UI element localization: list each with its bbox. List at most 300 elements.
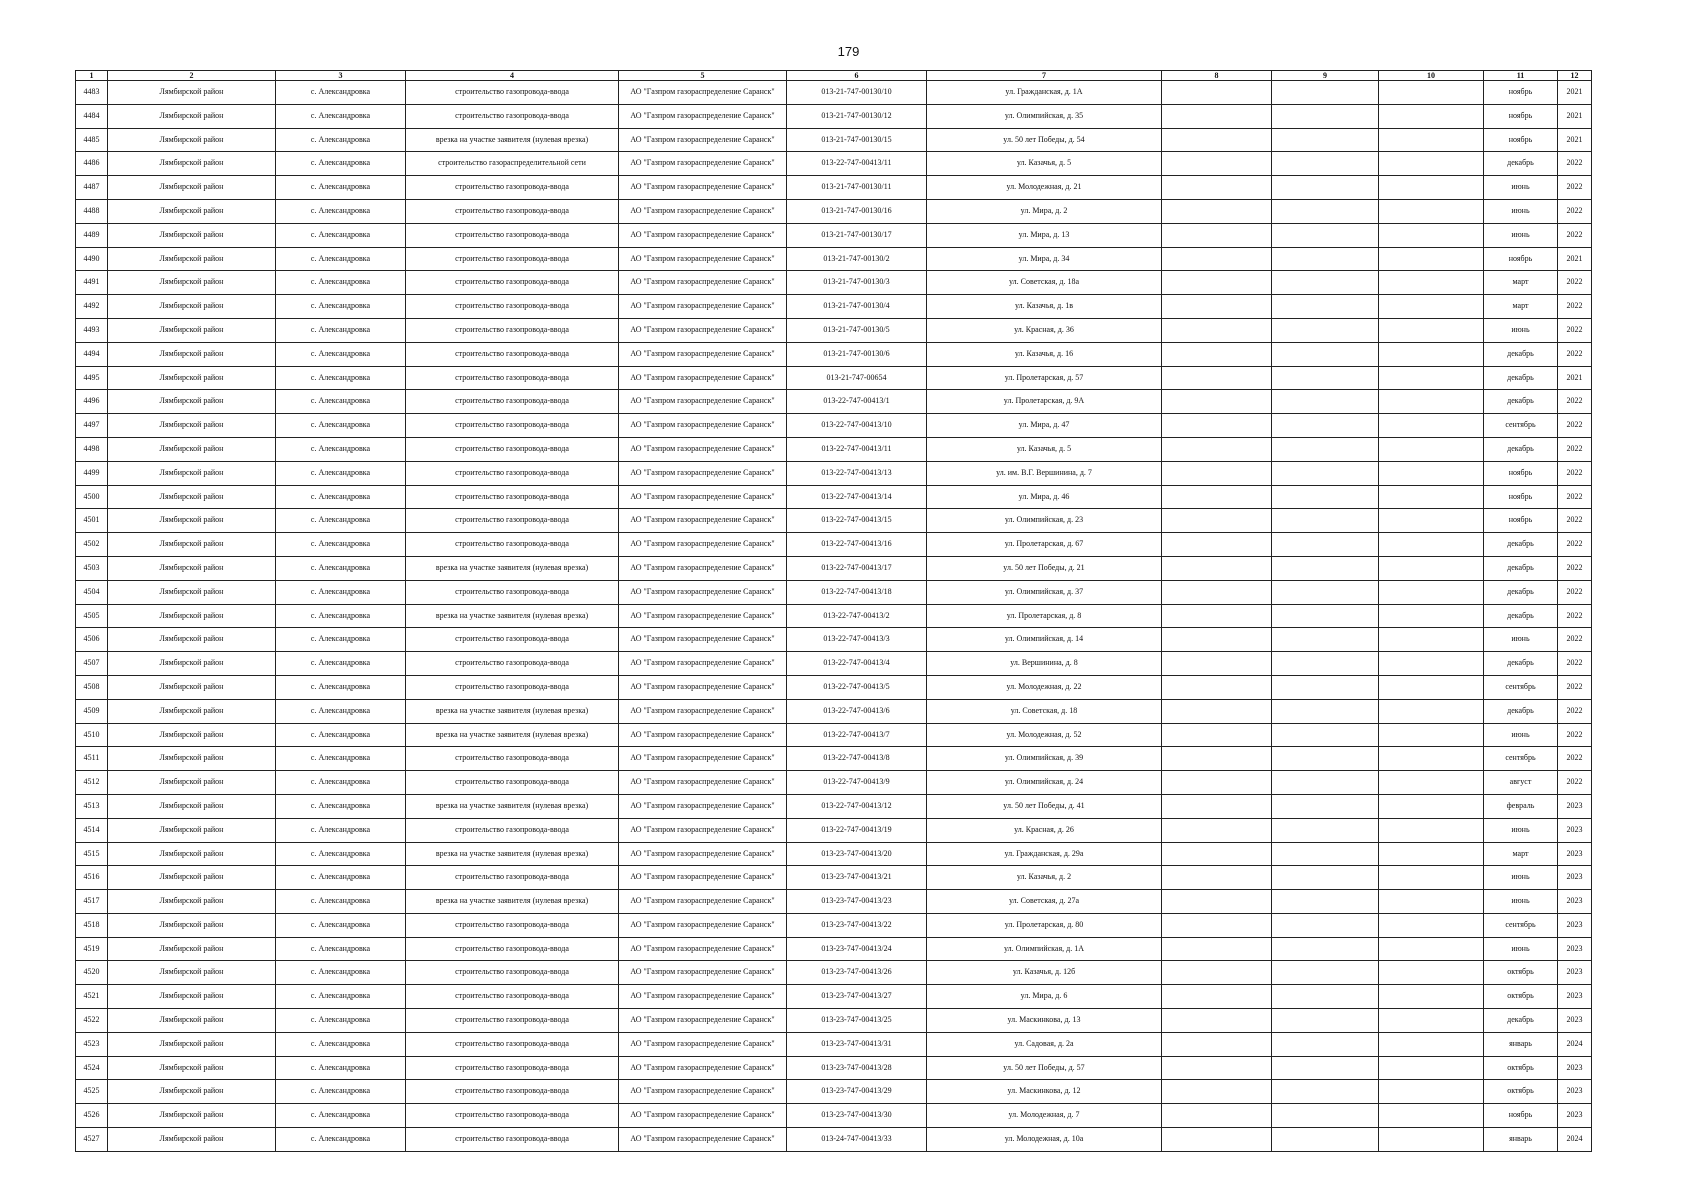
row-number-cell: 4512 — [76, 771, 108, 795]
table-row — [76, 652, 1592, 676]
col8-cell — [1162, 937, 1272, 961]
column-header: 4 — [406, 71, 619, 81]
col10-cell — [1379, 199, 1484, 223]
month-cell: декабрь — [1484, 152, 1558, 176]
year-cell: 2022 — [1558, 723, 1592, 747]
month-cell: декабрь — [1484, 437, 1558, 461]
month-cell: ноябрь — [1484, 461, 1558, 485]
district-cell: Лямбирской район — [108, 961, 276, 985]
month-cell: декабрь — [1484, 533, 1558, 557]
year-cell: 2022 — [1558, 318, 1592, 342]
settlement-cell: с. Александровка — [276, 675, 406, 699]
contract-number-cell: 013-21-747-00130/10 — [787, 81, 927, 105]
col10-cell — [1379, 414, 1484, 438]
year-cell: 2022 — [1558, 699, 1592, 723]
year-cell: 2022 — [1558, 628, 1592, 652]
table-row — [76, 747, 1592, 771]
organization-cell: АО "Газпром газораспределение Саранск" — [619, 1104, 787, 1128]
row-number-cell: 4497 — [76, 414, 108, 438]
contract-number-cell: 013-23-747-00413/30 — [787, 1104, 927, 1128]
column-header: 12 — [1558, 71, 1592, 81]
district-cell: Лямбирской район — [108, 604, 276, 628]
contract-number-cell: 013-22-747-00413/12 — [787, 794, 927, 818]
col9-cell — [1272, 104, 1379, 128]
col10-cell — [1379, 271, 1484, 295]
month-cell: декабрь — [1484, 699, 1558, 723]
row-number-cell: 4486 — [76, 152, 108, 176]
organization-cell: АО "Газпром газораспределение Саранск" — [619, 128, 787, 152]
organization-cell: АО "Газпром газораспределение Саранск" — [619, 485, 787, 509]
settlement-cell: с. Александровка — [276, 723, 406, 747]
column-header: 9 — [1272, 71, 1379, 81]
row-number-cell: 4483 — [76, 81, 108, 105]
district-cell: Лямбирской район — [108, 1080, 276, 1104]
row-number-cell: 4504 — [76, 580, 108, 604]
row-number-cell: 4484 — [76, 104, 108, 128]
contract-number-cell: 013-21-747-00130/12 — [787, 104, 927, 128]
table-row — [76, 104, 1592, 128]
year-cell: 2024 — [1558, 1128, 1592, 1152]
district-cell: Лямбирской район — [108, 771, 276, 795]
row-number-cell: 4519 — [76, 937, 108, 961]
table-row — [76, 366, 1592, 390]
settlement-cell: с. Александровка — [276, 414, 406, 438]
district-cell: Лямбирской район — [108, 509, 276, 533]
column-header: 7 — [927, 71, 1162, 81]
contract-number-cell: 013-22-747-00413/11 — [787, 152, 927, 176]
col9-cell — [1272, 485, 1379, 509]
month-cell: сентябрь — [1484, 675, 1558, 699]
organization-cell: АО "Газпром газораспределение Саранск" — [619, 628, 787, 652]
col10-cell — [1379, 1128, 1484, 1152]
district-cell: Лямбирской район — [108, 628, 276, 652]
row-number-cell: 4517 — [76, 890, 108, 914]
contract-number-cell: 013-22-747-00413/16 — [787, 533, 927, 557]
contract-number-cell: 013-22-747-00413/15 — [787, 509, 927, 533]
row-number-cell: 4518 — [76, 913, 108, 937]
organization-cell: АО "Газпром газораспределение Саранск" — [619, 1080, 787, 1104]
address-cell: ул. Молодежная, д. 7 — [927, 1104, 1162, 1128]
col8-cell — [1162, 1080, 1272, 1104]
table-row — [76, 913, 1592, 937]
year-cell: 2023 — [1558, 937, 1592, 961]
work-type-cell: врезка на участке заявителя (нулевая врезка) — [406, 699, 619, 723]
month-cell: декабрь — [1484, 342, 1558, 366]
table-row — [76, 985, 1592, 1009]
col8-cell — [1162, 1056, 1272, 1080]
organization-cell: АО "Газпром газораспределение Саранск" — [619, 818, 787, 842]
year-cell: 2021 — [1558, 81, 1592, 105]
col8-cell — [1162, 723, 1272, 747]
contract-number-cell: 013-23-747-00413/23 — [787, 890, 927, 914]
contract-number-cell: 013-22-747-00413/11 — [787, 437, 927, 461]
contract-number-cell: 013-23-747-00413/20 — [787, 842, 927, 866]
col9-cell — [1272, 675, 1379, 699]
contract-number-cell: 013-22-747-00413/3 — [787, 628, 927, 652]
work-type-cell: строительство газопровода-ввода — [406, 913, 619, 937]
contract-number-cell: 013-23-747-00413/29 — [787, 1080, 927, 1104]
settlement-cell: с. Александровка — [276, 842, 406, 866]
organization-cell: АО "Газпром газораспределение Саранск" — [619, 247, 787, 271]
month-cell: март — [1484, 842, 1558, 866]
row-number-cell: 4505 — [76, 604, 108, 628]
settlement-cell: с. Александровка — [276, 1056, 406, 1080]
col8-cell — [1162, 128, 1272, 152]
col8-cell — [1162, 247, 1272, 271]
table-row — [76, 509, 1592, 533]
work-type-cell: врезка на участке заявителя (нулевая врезка) — [406, 723, 619, 747]
year-cell: 2023 — [1558, 1080, 1592, 1104]
address-cell: ул. Молодежная, д. 21 — [927, 176, 1162, 200]
col8-cell — [1162, 771, 1272, 795]
district-cell: Лямбирской район — [108, 818, 276, 842]
address-cell: ул. Мира, д. 47 — [927, 414, 1162, 438]
row-number-cell: 4527 — [76, 1128, 108, 1152]
work-type-cell: строительство газопровода-ввода — [406, 1080, 619, 1104]
row-number-cell: 4490 — [76, 247, 108, 271]
table-row — [76, 1032, 1592, 1056]
table-row — [76, 723, 1592, 747]
address-cell: ул. Советская, д. 27а — [927, 890, 1162, 914]
contract-number-cell: 013-22-747-00413/13 — [787, 461, 927, 485]
col9-cell — [1272, 318, 1379, 342]
table-row — [76, 866, 1592, 890]
month-cell: июнь — [1484, 628, 1558, 652]
contract-number-cell: 013-22-747-00413/1 — [787, 390, 927, 414]
row-number-cell: 4513 — [76, 794, 108, 818]
year-cell: 2023 — [1558, 818, 1592, 842]
table-row — [76, 1080, 1592, 1104]
address-cell: ул. Казачья, д. 2 — [927, 866, 1162, 890]
row-number-cell: 4520 — [76, 961, 108, 985]
address-cell: ул. Красная, д. 36 — [927, 318, 1162, 342]
table-row — [76, 271, 1592, 295]
year-cell: 2022 — [1558, 461, 1592, 485]
month-cell: июнь — [1484, 937, 1558, 961]
table-row — [76, 1009, 1592, 1033]
row-number-cell: 4523 — [76, 1032, 108, 1056]
col10-cell — [1379, 1104, 1484, 1128]
work-type-cell: врезка на участке заявителя (нулевая врезка) — [406, 556, 619, 580]
contract-number-cell: 013-23-747-00413/28 — [787, 1056, 927, 1080]
col9-cell — [1272, 1128, 1379, 1152]
work-type-cell: строительство газопровода-ввода — [406, 247, 619, 271]
table-row — [76, 1104, 1592, 1128]
col9-cell — [1272, 699, 1379, 723]
month-cell: январь — [1484, 1128, 1558, 1152]
col10-cell — [1379, 437, 1484, 461]
settlement-cell: с. Александровка — [276, 1009, 406, 1033]
col9-cell — [1272, 723, 1379, 747]
year-cell: 2022 — [1558, 152, 1592, 176]
row-number-cell: 4493 — [76, 318, 108, 342]
work-type-cell: строительство газопровода-ввода — [406, 1032, 619, 1056]
row-number-cell: 4524 — [76, 1056, 108, 1080]
col9-cell — [1272, 866, 1379, 890]
col10-cell — [1379, 1080, 1484, 1104]
col9-cell — [1272, 176, 1379, 200]
organization-cell: АО "Газпром газораспределение Саранск" — [619, 152, 787, 176]
col8-cell — [1162, 985, 1272, 1009]
table-row — [76, 318, 1592, 342]
col8-cell — [1162, 675, 1272, 699]
col9-cell — [1272, 533, 1379, 557]
district-cell: Лямбирской район — [108, 390, 276, 414]
address-cell: ул. Садовая, д. 2а — [927, 1032, 1162, 1056]
district-cell: Лямбирской район — [108, 1009, 276, 1033]
settlement-cell: с. Александровка — [276, 176, 406, 200]
col9-cell — [1272, 342, 1379, 366]
settlement-cell: с. Александровка — [276, 437, 406, 461]
table-row — [76, 937, 1592, 961]
organization-cell: АО "Газпром газораспределение Саранск" — [619, 937, 787, 961]
organization-cell: АО "Газпром газораспределение Саранск" — [619, 271, 787, 295]
col9-cell — [1272, 223, 1379, 247]
organization-cell: АО "Газпром газораспределение Саранск" — [619, 176, 787, 200]
address-cell: ул. Мира, д. 6 — [927, 985, 1162, 1009]
contract-number-cell: 013-22-747-00413/19 — [787, 818, 927, 842]
col8-cell — [1162, 1009, 1272, 1033]
contract-number-cell: 013-23-747-00413/27 — [787, 985, 927, 1009]
table-row — [76, 771, 1592, 795]
settlement-cell: с. Александровка — [276, 223, 406, 247]
contract-number-cell: 013-21-747-00130/4 — [787, 295, 927, 319]
col8-cell — [1162, 699, 1272, 723]
district-cell: Лямбирской район — [108, 437, 276, 461]
organization-cell: АО "Газпром газораспределение Саранск" — [619, 652, 787, 676]
work-type-cell: строительство газопровода-ввода — [406, 509, 619, 533]
month-cell: декабрь — [1484, 390, 1558, 414]
row-number-cell: 4491 — [76, 271, 108, 295]
settlement-cell: с. Александровка — [276, 81, 406, 105]
col10-cell — [1379, 1009, 1484, 1033]
month-cell: октябрь — [1484, 1056, 1558, 1080]
work-type-cell: строительство газопровода-ввода — [406, 81, 619, 105]
contract-number-cell: 013-23-747-00413/22 — [787, 913, 927, 937]
col9-cell — [1272, 818, 1379, 842]
col9-cell — [1272, 628, 1379, 652]
col8-cell — [1162, 747, 1272, 771]
row-number-cell: 4521 — [76, 985, 108, 1009]
row-number-cell: 4501 — [76, 509, 108, 533]
contract-number-cell: 013-21-747-00130/11 — [787, 176, 927, 200]
year-cell: 2022 — [1558, 295, 1592, 319]
col8-cell — [1162, 176, 1272, 200]
district-cell: Лямбирской район — [108, 842, 276, 866]
col10-cell — [1379, 390, 1484, 414]
month-cell: сентябрь — [1484, 913, 1558, 937]
month-cell: июнь — [1484, 866, 1558, 890]
contract-number-cell: 013-22-747-00413/10 — [787, 414, 927, 438]
work-type-cell: строительство газопровода-ввода — [406, 223, 619, 247]
work-type-cell: строительство газопровода-ввода — [406, 937, 619, 961]
contract-number-cell: 013-22-747-00413/14 — [787, 485, 927, 509]
district-cell: Лямбирской район — [108, 152, 276, 176]
organization-cell: АО "Газпром газораспределение Саранск" — [619, 414, 787, 438]
settlement-cell: с. Александровка — [276, 199, 406, 223]
year-cell: 2023 — [1558, 985, 1592, 1009]
row-number-cell: 4508 — [76, 675, 108, 699]
col9-cell — [1272, 794, 1379, 818]
col8-cell — [1162, 318, 1272, 342]
work-type-cell: строительство газопровода-ввода — [406, 961, 619, 985]
address-cell: ул. Казачья, д. 16 — [927, 342, 1162, 366]
year-cell: 2023 — [1558, 961, 1592, 985]
address-cell: ул. Олимпийская, д. 24 — [927, 771, 1162, 795]
work-type-cell: строительство газопровода-ввода — [406, 580, 619, 604]
row-number-cell: 4485 — [76, 128, 108, 152]
work-type-cell: врезка на участке заявителя (нулевая врезка) — [406, 890, 619, 914]
contract-number-cell: 013-23-747-00413/21 — [787, 866, 927, 890]
column-header: 8 — [1162, 71, 1272, 81]
col8-cell — [1162, 913, 1272, 937]
district-cell: Лямбирской район — [108, 1056, 276, 1080]
work-type-cell: строительство газопровода-ввода — [406, 176, 619, 200]
year-cell: 2022 — [1558, 771, 1592, 795]
address-cell: ул. Молодежная, д. 10а — [927, 1128, 1162, 1152]
col9-cell — [1272, 271, 1379, 295]
table-row — [76, 199, 1592, 223]
col8-cell — [1162, 818, 1272, 842]
work-type-cell: строительство газопровода-ввода — [406, 1009, 619, 1033]
page-number: 179 — [837, 44, 860, 59]
col8-cell — [1162, 961, 1272, 985]
col9-cell — [1272, 771, 1379, 795]
table-row — [76, 1056, 1592, 1080]
col9-cell — [1272, 247, 1379, 271]
col8-cell — [1162, 794, 1272, 818]
col10-cell — [1379, 866, 1484, 890]
col10-cell — [1379, 461, 1484, 485]
contract-number-cell: 013-22-747-00413/2 — [787, 604, 927, 628]
settlement-cell: с. Александровка — [276, 1080, 406, 1104]
settlement-cell: с. Александровка — [276, 104, 406, 128]
work-type-cell: врезка на участке заявителя (нулевая врезка) — [406, 794, 619, 818]
col9-cell — [1272, 1056, 1379, 1080]
table-row — [76, 628, 1592, 652]
year-cell: 2021 — [1558, 247, 1592, 271]
month-cell: декабрь — [1484, 366, 1558, 390]
contract-number-cell: 013-21-747-00130/3 — [787, 271, 927, 295]
header-row — [76, 71, 1592, 81]
year-cell: 2022 — [1558, 176, 1592, 200]
year-cell: 2022 — [1558, 437, 1592, 461]
year-cell: 2022 — [1558, 414, 1592, 438]
col10-cell — [1379, 223, 1484, 247]
col9-cell — [1272, 747, 1379, 771]
col9-cell — [1272, 890, 1379, 914]
col9-cell — [1272, 604, 1379, 628]
column-header: 11 — [1484, 71, 1558, 81]
address-cell: ул. Олимпийская, д. 14 — [927, 628, 1162, 652]
district-cell: Лямбирской район — [108, 723, 276, 747]
organization-cell: АО "Газпром газораспределение Саранск" — [619, 771, 787, 795]
work-type-cell: строительство газопровода-ввода — [406, 104, 619, 128]
year-cell: 2022 — [1558, 675, 1592, 699]
col8-cell — [1162, 152, 1272, 176]
work-type-cell: строительство газопровода-ввода — [406, 652, 619, 676]
settlement-cell: с. Александровка — [276, 509, 406, 533]
table-row — [76, 961, 1592, 985]
row-number-cell: 4499 — [76, 461, 108, 485]
district-cell: Лямбирской район — [108, 295, 276, 319]
settlement-cell: с. Александровка — [276, 533, 406, 557]
contract-number-cell: 013-22-747-00413/6 — [787, 699, 927, 723]
address-cell: ул. Мира, д. 13 — [927, 223, 1162, 247]
work-type-cell: строительство газопровода-ввода — [406, 461, 619, 485]
table-row — [76, 485, 1592, 509]
district-cell: Лямбирской район — [108, 81, 276, 105]
district-cell: Лямбирской район — [108, 985, 276, 1009]
settlement-cell: с. Александровка — [276, 747, 406, 771]
col8-cell — [1162, 104, 1272, 128]
address-cell: ул. Пролетарская, д. 80 — [927, 913, 1162, 937]
contract-number-cell: 013-22-747-00413/7 — [787, 723, 927, 747]
district-cell: Лямбирской район — [108, 913, 276, 937]
col9-cell — [1272, 295, 1379, 319]
table-row — [76, 342, 1592, 366]
row-number-cell: 4526 — [76, 1104, 108, 1128]
year-cell: 2022 — [1558, 271, 1592, 295]
year-cell: 2022 — [1558, 199, 1592, 223]
row-number-cell: 4507 — [76, 652, 108, 676]
col10-cell — [1379, 104, 1484, 128]
settlement-cell: с. Александровка — [276, 1032, 406, 1056]
address-cell: ул. Мира, д. 34 — [927, 247, 1162, 271]
district-cell: Лямбирской район — [108, 675, 276, 699]
table-body — [76, 81, 1592, 1152]
month-cell: декабрь — [1484, 580, 1558, 604]
address-cell: ул. Красная, д. 26 — [927, 818, 1162, 842]
work-type-cell: строительство газопровода-ввода — [406, 366, 619, 390]
district-cell: Лямбирской район — [108, 1128, 276, 1152]
column-header: 5 — [619, 71, 787, 81]
organization-cell: АО "Газпром газораспределение Саранск" — [619, 533, 787, 557]
year-cell: 2022 — [1558, 390, 1592, 414]
col9-cell — [1272, 199, 1379, 223]
col10-cell — [1379, 318, 1484, 342]
col10-cell — [1379, 1032, 1484, 1056]
address-cell: ул. им. В.Г. Вершинина, д. 7 — [927, 461, 1162, 485]
district-cell: Лямбирской район — [108, 794, 276, 818]
year-cell: 2022 — [1558, 652, 1592, 676]
year-cell: 2023 — [1558, 1104, 1592, 1128]
month-cell: июнь — [1484, 223, 1558, 247]
settlement-cell: с. Александровка — [276, 1104, 406, 1128]
contract-number-cell: 013-22-747-00413/8 — [787, 747, 927, 771]
settlement-cell: с. Александровка — [276, 152, 406, 176]
organization-cell: АО "Газпром газораспределение Саранск" — [619, 223, 787, 247]
district-cell: Лямбирской район — [108, 104, 276, 128]
col10-cell — [1379, 842, 1484, 866]
col10-cell — [1379, 818, 1484, 842]
col10-cell — [1379, 176, 1484, 200]
district-cell: Лямбирской район — [108, 247, 276, 271]
district-cell: Лямбирской район — [108, 128, 276, 152]
row-number-cell: 4525 — [76, 1080, 108, 1104]
month-cell: июнь — [1484, 318, 1558, 342]
col9-cell — [1272, 652, 1379, 676]
work-type-cell: строительство газопровода-ввода — [406, 342, 619, 366]
district-cell: Лямбирской район — [108, 271, 276, 295]
organization-cell: АО "Газпром газораспределение Саранск" — [619, 985, 787, 1009]
col10-cell — [1379, 747, 1484, 771]
settlement-cell: с. Александровка — [276, 937, 406, 961]
work-type-cell: врезка на участке заявителя (нулевая врезка) — [406, 128, 619, 152]
year-cell: 2023 — [1558, 1009, 1592, 1033]
row-number-cell: 4503 — [76, 556, 108, 580]
month-cell: август — [1484, 771, 1558, 795]
